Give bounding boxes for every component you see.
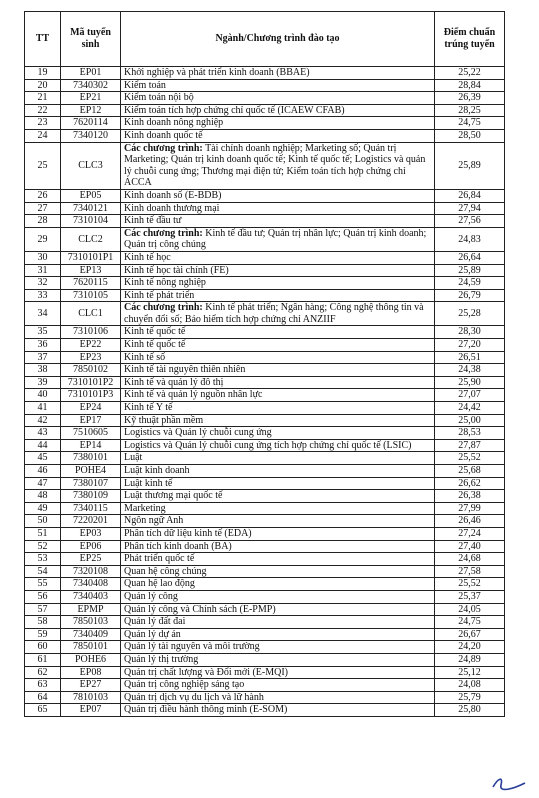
row-program-name: Kinh tế phát triển (121, 289, 435, 302)
row-tt: 21 (25, 92, 61, 105)
row-code: EP06 (61, 540, 121, 553)
row-tt: 20 (25, 79, 61, 92)
row-program-name: Kinh doanh nông nghiệp (121, 117, 435, 130)
table-row (25, 666, 505, 679)
row-tt: 34 (25, 302, 61, 326)
program-list-text: Kinh tế phát triển; Ngân hàng; Công nghệ thông tin và chuyển đổi số; Bảo hiểm tích hợp chứng chỉ ANZIIF (124, 302, 424, 325)
row-score: 27,56 (435, 215, 505, 228)
row-program-name: Logistics và Quản lý chuỗi cung ứng (121, 427, 435, 440)
row-code: EP12 (61, 104, 121, 117)
table-row (25, 414, 505, 427)
row-program-name: Kiểm toán (121, 79, 435, 92)
row-tt: 47 (25, 477, 61, 490)
row-score: 24,89 (435, 653, 505, 666)
row-program-name: Marketing (121, 502, 435, 515)
row-code: EP01 (61, 67, 121, 80)
row-program-name: Khởi nghiệp và phát triển kinh doanh (BBAE) (121, 67, 435, 80)
row-program-name (121, 302, 435, 326)
row-tt: 37 (25, 351, 61, 364)
row-code: EP24 (61, 402, 121, 415)
row-score: 24,38 (435, 364, 505, 377)
row-code: 7620114 (61, 117, 121, 130)
table-header-row (25, 12, 505, 67)
row-score: 25,22 (435, 67, 505, 80)
program-list-label: Các chương trình: (124, 142, 203, 154)
table-row (25, 264, 505, 277)
row-score: 25,89 (435, 142, 505, 189)
table-row (25, 628, 505, 641)
row-code: CLC2 (61, 227, 121, 251)
row-program-name: Luật kinh doanh (121, 465, 435, 478)
row-tt: 26 (25, 189, 61, 202)
row-tt: 59 (25, 628, 61, 641)
row-code: EP13 (61, 264, 121, 277)
row-program-name: Quan hệ công chúng (121, 565, 435, 578)
row-program-name: Luật thương mại quốc tế (121, 490, 435, 503)
header-score: Điểm chuẩn trúng tuyển (435, 12, 505, 67)
row-code: 7310101P3 (61, 389, 121, 402)
table-row (25, 351, 505, 364)
table-row (25, 251, 505, 264)
row-program-name: Quản trị chất lượng và Đổi mới (E-MQI) (121, 666, 435, 679)
program-list-label: Các chương trình: (124, 227, 203, 239)
row-tt: 22 (25, 104, 61, 117)
table-row (25, 364, 505, 377)
row-program-name: Kinh tế và quản lý nguồn nhân lực (121, 389, 435, 402)
row-score: 26,64 (435, 251, 505, 264)
row-code: 7320108 (61, 565, 121, 578)
row-score: 24,42 (435, 402, 505, 415)
row-tt: 19 (25, 67, 61, 80)
row-score: 25,52 (435, 452, 505, 465)
row-score: 27,20 (435, 339, 505, 352)
row-program-name: Kinh tế số (121, 351, 435, 364)
row-program-name: Quản lý thị trường (121, 653, 435, 666)
row-program-name: Kiểm toán nội bộ (121, 92, 435, 105)
row-code: EP05 (61, 189, 121, 202)
table-row (25, 515, 505, 528)
row-code: EP07 (61, 704, 121, 717)
row-code: 7310101P1 (61, 251, 121, 264)
row-tt: 55 (25, 578, 61, 591)
row-program-name: Quản lý tài nguyên và môi trường (121, 641, 435, 654)
row-program-name (121, 142, 435, 189)
row-score: 27,07 (435, 389, 505, 402)
row-score: 25,28 (435, 302, 505, 326)
row-code: POHE6 (61, 653, 121, 666)
row-code: 7340408 (61, 578, 121, 591)
row-program-name: Phát triển quốc tế (121, 553, 435, 566)
table-row (25, 142, 505, 189)
table-row (25, 427, 505, 440)
table-row (25, 540, 505, 553)
row-tt: 27 (25, 202, 61, 215)
row-code: EP21 (61, 92, 121, 105)
table-row (25, 402, 505, 415)
row-code: 7340115 (61, 502, 121, 515)
row-code: 7620115 (61, 277, 121, 290)
row-code: 7310104 (61, 215, 121, 228)
table-row (25, 452, 505, 465)
row-tt: 30 (25, 251, 61, 264)
table-row (25, 79, 505, 92)
row-score: 28,53 (435, 427, 505, 440)
row-score: 26,84 (435, 189, 505, 202)
table-row (25, 590, 505, 603)
row-code: 7310106 (61, 326, 121, 339)
row-tt: 41 (25, 402, 61, 415)
row-score: 28,30 (435, 326, 505, 339)
row-code: EP27 (61, 679, 121, 692)
row-code: CLC3 (61, 142, 121, 189)
row-program-name: Quản lý dự án (121, 628, 435, 641)
row-code: POHE4 (61, 465, 121, 478)
row-program-name: Kinh tế quốc tế (121, 339, 435, 352)
row-code: 7340302 (61, 79, 121, 92)
row-tt: 24 (25, 129, 61, 142)
row-code: EP17 (61, 414, 121, 427)
row-score: 24,68 (435, 553, 505, 566)
row-tt: 43 (25, 427, 61, 440)
row-score: 28,50 (435, 129, 505, 142)
table-row (25, 104, 505, 117)
table-row (25, 339, 505, 352)
row-tt: 33 (25, 289, 61, 302)
row-code: EP14 (61, 439, 121, 452)
row-code: EP23 (61, 351, 121, 364)
row-code: EP22 (61, 339, 121, 352)
row-program-name: Quản trị điều hành thông minh (E-SOM) (121, 704, 435, 717)
row-score: 25,68 (435, 465, 505, 478)
row-program-name: Logistics và Quản lý chuỗi cung ứng tích hợp chứng chỉ quốc tế (LSIC) (121, 439, 435, 452)
row-code: 7810103 (61, 691, 121, 704)
row-program-name: Kinh tế nông nghiệp (121, 277, 435, 290)
program-list-text: Kinh tế đầu tư; Quản trị nhân lực; Quản trị kinh doanh; Quản trị công chúng (124, 227, 427, 251)
admission-scores-table (24, 11, 505, 717)
row-tt: 49 (25, 502, 61, 515)
row-program-name: Phân tích kinh doanh (BA) (121, 540, 435, 553)
table-row (25, 653, 505, 666)
row-code: EP03 (61, 527, 121, 540)
row-code: 7850103 (61, 616, 121, 629)
row-tt: 35 (25, 326, 61, 339)
row-program-name: Kinh doanh số (E-BDB) (121, 189, 435, 202)
row-score: 26,38 (435, 490, 505, 503)
row-tt: 52 (25, 540, 61, 553)
row-program-name: Kinh doanh quốc tế (121, 129, 435, 142)
table-row (25, 129, 505, 142)
row-code: 7340121 (61, 202, 121, 215)
table-row (25, 691, 505, 704)
row-code: 7510605 (61, 427, 121, 440)
row-tt: 31 (25, 264, 61, 277)
table-row (25, 289, 505, 302)
table-row (25, 376, 505, 389)
row-tt: 63 (25, 679, 61, 692)
row-score: 26,39 (435, 92, 505, 105)
row-program-name: Quản lý công (121, 590, 435, 603)
row-tt: 39 (25, 376, 61, 389)
table-row (25, 553, 505, 566)
row-tt: 44 (25, 439, 61, 452)
table-row (25, 641, 505, 654)
row-tt: 25 (25, 142, 61, 189)
row-score: 27,40 (435, 540, 505, 553)
row-tt: 64 (25, 691, 61, 704)
row-tt: 29 (25, 227, 61, 251)
row-score: 24,59 (435, 277, 505, 290)
table-row (25, 616, 505, 629)
row-program-name: Kinh tế và quản lý đô thị (121, 376, 435, 389)
row-tt: 65 (25, 704, 61, 717)
table-row (25, 490, 505, 503)
row-score: 28,84 (435, 79, 505, 92)
row-tt: 36 (25, 339, 61, 352)
row-score: 25,37 (435, 590, 505, 603)
row-program-name: Kinh tế tài nguyên thiên nhiên (121, 364, 435, 377)
table-row (25, 679, 505, 692)
row-program-name: Quản lý công và Chính sách (E-PMP) (121, 603, 435, 616)
row-score: 25,89 (435, 264, 505, 277)
table-row (25, 227, 505, 251)
row-code: EPMP (61, 603, 121, 616)
table-row (25, 465, 505, 478)
row-code: 7850101 (61, 641, 121, 654)
table-row (25, 277, 505, 290)
table-row (25, 67, 505, 80)
row-score: 25,90 (435, 376, 505, 389)
row-tt: 56 (25, 590, 61, 603)
row-tt: 60 (25, 641, 61, 654)
row-score: 24,75 (435, 616, 505, 629)
row-code: 7310105 (61, 289, 121, 302)
table-row (25, 527, 505, 540)
table-row (25, 389, 505, 402)
row-program-name: Kiểm toán tích hợp chứng chỉ quốc tế (ICAEW CFAB) (121, 104, 435, 117)
row-program-name: Kinh tế Y tế (121, 402, 435, 415)
row-score: 25,79 (435, 691, 505, 704)
row-code: 7340120 (61, 129, 121, 142)
row-tt: 23 (25, 117, 61, 130)
row-score: 27,24 (435, 527, 505, 540)
table-row (25, 565, 505, 578)
row-program-name: Phân tích dữ liệu kinh tế (EDA) (121, 527, 435, 540)
row-score: 26,79 (435, 289, 505, 302)
table-row (25, 202, 505, 215)
row-code: 7340403 (61, 590, 121, 603)
row-code: EP25 (61, 553, 121, 566)
row-code: 7380109 (61, 490, 121, 503)
row-tt: 51 (25, 527, 61, 540)
row-score: 27,94 (435, 202, 505, 215)
row-score: 28,25 (435, 104, 505, 117)
row-tt: 46 (25, 465, 61, 478)
row-score: 27,99 (435, 502, 505, 515)
row-program-name: Quản lý đất đai (121, 616, 435, 629)
row-tt: 32 (25, 277, 61, 290)
table-row (25, 117, 505, 130)
row-program-name: Luật (121, 452, 435, 465)
row-tt: 61 (25, 653, 61, 666)
table-row (25, 578, 505, 591)
row-tt: 62 (25, 666, 61, 679)
row-score: 24,20 (435, 641, 505, 654)
row-tt: 38 (25, 364, 61, 377)
row-score: 25,12 (435, 666, 505, 679)
row-program-name: Quan hệ lao động (121, 578, 435, 591)
row-tt: 40 (25, 389, 61, 402)
row-code: CLC1 (61, 302, 121, 326)
row-code: 7850102 (61, 364, 121, 377)
table-row (25, 477, 505, 490)
row-score: 25,52 (435, 578, 505, 591)
row-program-name: Ngôn ngữ Anh (121, 515, 435, 528)
row-tt: 57 (25, 603, 61, 616)
row-program-name: Quản trị dịch vụ du lịch và lữ hành (121, 691, 435, 704)
row-score: 24,75 (435, 117, 505, 130)
row-program-name: Quản trị công nghiệp sáng tạo (121, 679, 435, 692)
row-program-name: Kinh tế đầu tư (121, 215, 435, 228)
row-score: 26,51 (435, 351, 505, 364)
header-program: Ngành/Chương trình đào tạo (121, 12, 435, 67)
row-code: 7340409 (61, 628, 121, 641)
row-code: 7310101P2 (61, 376, 121, 389)
row-tt: 42 (25, 414, 61, 427)
program-list-label: Các chương trình: (124, 302, 203, 314)
row-code: 7380107 (61, 477, 121, 490)
row-program-name: Kinh tế quốc tế (121, 326, 435, 339)
header-code: Mã tuyển sinh (61, 12, 121, 67)
table-row (25, 502, 505, 515)
row-program-name: Luật kinh tế (121, 477, 435, 490)
row-tt: 50 (25, 515, 61, 528)
row-tt: 28 (25, 215, 61, 228)
row-code: 7220201 (61, 515, 121, 528)
table-row (25, 326, 505, 339)
row-score: 24,08 (435, 679, 505, 692)
row-score: 24,05 (435, 603, 505, 616)
table-row (25, 439, 505, 452)
row-tt: 58 (25, 616, 61, 629)
header-tt: TT (25, 12, 61, 67)
row-code: EP08 (61, 666, 121, 679)
row-score: 26,67 (435, 628, 505, 641)
row-score: 25,80 (435, 704, 505, 717)
table-row (25, 302, 505, 326)
row-score: 26,46 (435, 515, 505, 528)
table-row (25, 215, 505, 228)
signature-mark (489, 773, 529, 793)
row-score: 27,58 (435, 565, 505, 578)
row-score: 27,87 (435, 439, 505, 452)
table-row (25, 189, 505, 202)
program-list-text: Tài chính doanh nghiệp; Marketing số; Quản trị Marketing; Quản trị kinh doanh quốc tế; Kinh tế quốc tế; Logistics và quản lý chuỗi cung ứng; Thương mại điện tử; Kiểm toán tích hợp chứng chỉ ACCA (124, 142, 426, 189)
row-tt: 45 (25, 452, 61, 465)
row-code: 7380101 (61, 452, 121, 465)
row-tt: 48 (25, 490, 61, 503)
row-score: 26,62 (435, 477, 505, 490)
table-row (25, 92, 505, 105)
row-program-name (121, 227, 435, 251)
row-score: 25,00 (435, 414, 505, 427)
row-program-name: Kinh tế học (121, 251, 435, 264)
row-program-name: Kỹ thuật phần mềm (121, 414, 435, 427)
row-program-name: Kinh doanh thương mại (121, 202, 435, 215)
table-row (25, 704, 505, 717)
row-score: 24,83 (435, 227, 505, 251)
row-tt: 53 (25, 553, 61, 566)
row-program-name: Kinh tế học tài chính (FE) (121, 264, 435, 277)
table-row (25, 603, 505, 616)
row-tt: 54 (25, 565, 61, 578)
